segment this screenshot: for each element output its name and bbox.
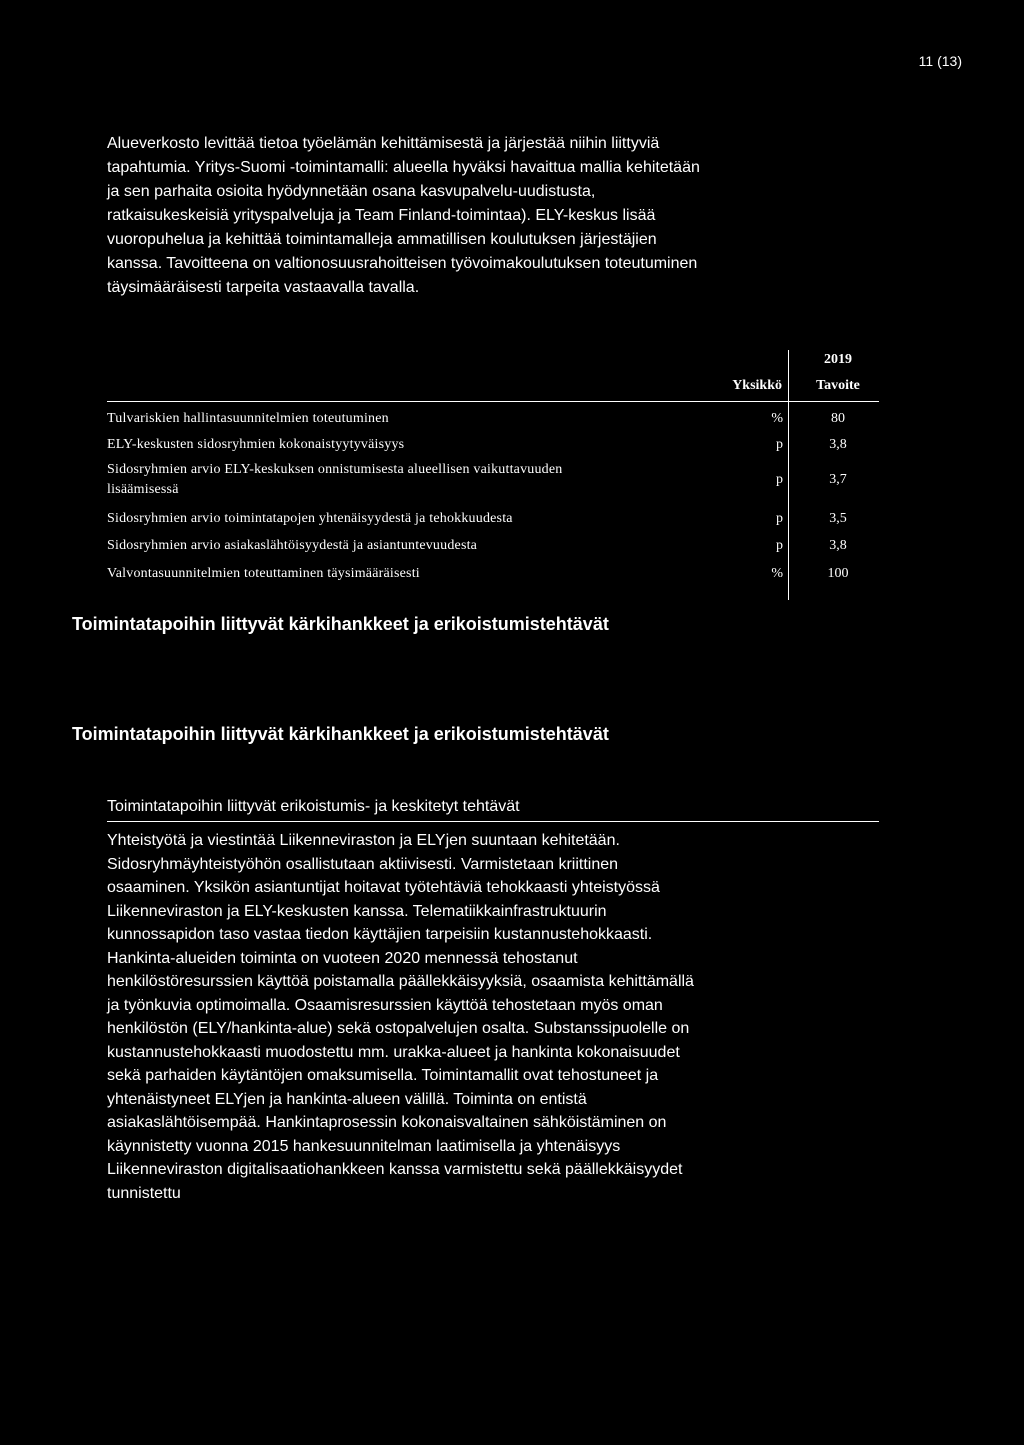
row-unit: p (776, 437, 783, 452)
body-line: asiakaslähtöisempää. Hankintaprosessin kokonaisvaltainen sähköistäminen on (107, 1114, 667, 1131)
body-line: Yhteistyötä ja viestintää Liikenneviraston ja ELYjen suuntaan kehitetään. (107, 832, 620, 849)
row-value: 80 (831, 411, 845, 426)
intro-line: ratkaisukeskeisiä yrityspalveluja ja Team Finland-toimintaa). ELY-keskus lisää (107, 207, 656, 224)
body-line: Sidosryhmäyhteistyöhön osallistutaan aktiivisesti. Varmistetaan kriittinen (107, 855, 619, 873)
table-year-header: 2019 (824, 352, 852, 367)
row-label: Sidosryhmien arvio toimintatapojen yhtenäisyydestä ja tehokkuudesta (107, 511, 513, 526)
table-row (107, 510, 887, 536)
intro-line: kanssa. Tavoitteena on valtionosuusrahoitteisen työvoimakoulutuksen toteutuminen (107, 255, 698, 272)
intro-line: ja sen parhaita osioita hyödynnetään osana kasvupalvelu-uudistusta, (107, 183, 596, 200)
row-value: 3,5 (829, 511, 847, 526)
row-unit: % (771, 566, 783, 581)
intro-paragraph (107, 132, 907, 300)
row-value: 100 (827, 566, 849, 581)
row-unit: p (776, 511, 783, 526)
body-line: henkilöstön (ELY/hankinta-alue) sekä ostopalvelujen osalta. Substanssipuolelle on (107, 1020, 690, 1037)
row-label: Valvontasuunnitelmien toteuttaminen täysimääräisesti (107, 566, 420, 581)
row-label: ELY-keskusten sidosryhmien kokonaistyytyväisyys (107, 437, 405, 452)
row-unit: p (776, 472, 783, 487)
body-line: tunnistettu (107, 1184, 181, 1202)
row-value: 3,7 (829, 472, 847, 487)
intro-line: täysimääräisesti tarpeita vastaavalla tavalla. (107, 279, 420, 296)
body-line: ja työnkuvia optimoimalla. Osaamisresurssien käyttöä tehostetaan myös oman (107, 996, 663, 1014)
row-label: Tulvariskien hallintasuunnitelmien toteutuminen (107, 411, 389, 426)
body-line: sekä parhaiden käytäntöjen omaksumisella. Toimintamallit ovat tehostuneet ja (107, 1067, 659, 1084)
body-line: Liikenneviraston ja ELY-keskusten kanssa. Telematiikkainfrastruktuurin (107, 902, 607, 920)
body-line: henkilöstöresurssien käyttöä poistamalla päällekkäisyyksiä, osaamista kehittämällä (107, 973, 694, 990)
body-line: kustannustehokkaasti muodostettu mm. urakka-alueet ja hankinta kokonaisuudet (107, 1043, 680, 1061)
section-heading: Toimintatapoihin liittyvät kärkihankkeet ja erikoistumistehtävät (72, 614, 609, 634)
table-row (107, 436, 887, 462)
page-number: 11 (13) (918, 53, 962, 69)
body-line: kunnossapidon taso vastaa tiedon käyttäjien tarpeisiin kustannustehokkaasti. (107, 926, 653, 943)
body-line: osaaminen. Yksikön asiantuntijat hoitavat työtehtäviä tehokkaasti yhteistyössä (107, 879, 660, 896)
table-target-header: Tavoite (816, 378, 860, 393)
subsection-rule (107, 821, 879, 822)
intro-line: Alueverkosto levittää tietoa työelämän kehittämisestä ja järjestää niihin liittyviä (107, 135, 660, 152)
table-header-rule (107, 401, 879, 402)
table-row (107, 565, 887, 591)
table-row (107, 461, 887, 505)
intro-line: tapahtumia. Yritys-Suomi -toimintamalli: alueella hyväksi havaittua mallia kehitetään (107, 159, 700, 176)
table-row (107, 537, 887, 563)
subsection-heading: Toimintatapoihin liittyvät erikoistumis- ja keskitetyt tehtävät (107, 798, 520, 815)
row-value: 3,8 (829, 437, 847, 452)
row-unit: p (776, 538, 783, 553)
row-label: Sidosryhmien arvio asiakaslähtöisyydestä ja asiantuntevuudesta (107, 538, 478, 553)
row-label: Sidosryhmien arvio ELY-keskuksen onnistumisesta alueellisen vaikuttavuuden (107, 462, 563, 477)
table-unit-header: Yksikkö (732, 378, 782, 393)
intro-line: vuoropuhelua ja kehittää toimintamalleja ammatillisen koulutuksen järjestäjien (107, 231, 657, 248)
body-paragraph (107, 829, 907, 1205)
body-line: Hankinta-alueiden toiminta on vuoteen 2020 mennessä tehostanut (107, 949, 578, 967)
body-line: käynnistetty vuonna 2015 hankesuunnitelman laatimisella ja yhtenäisyys (107, 1137, 621, 1155)
body-line: yhtenäistyneet ELYjen ja hankinta-alueen välillä. Toiminta on entistä (107, 1090, 587, 1108)
body-line: Liikenneviraston digitalisaatiohankkeen kanssa varmistettu sekä päällekkäisyydet (107, 1161, 683, 1178)
section-heading: Toimintatapoihin liittyvät kärkihankkeet ja erikoistumistehtävät (72, 724, 609, 744)
row-unit: % (771, 411, 783, 426)
table-row (107, 410, 887, 436)
row-value: 3,8 (829, 538, 847, 553)
row-label-continued: lisäämisessä (107, 482, 179, 497)
